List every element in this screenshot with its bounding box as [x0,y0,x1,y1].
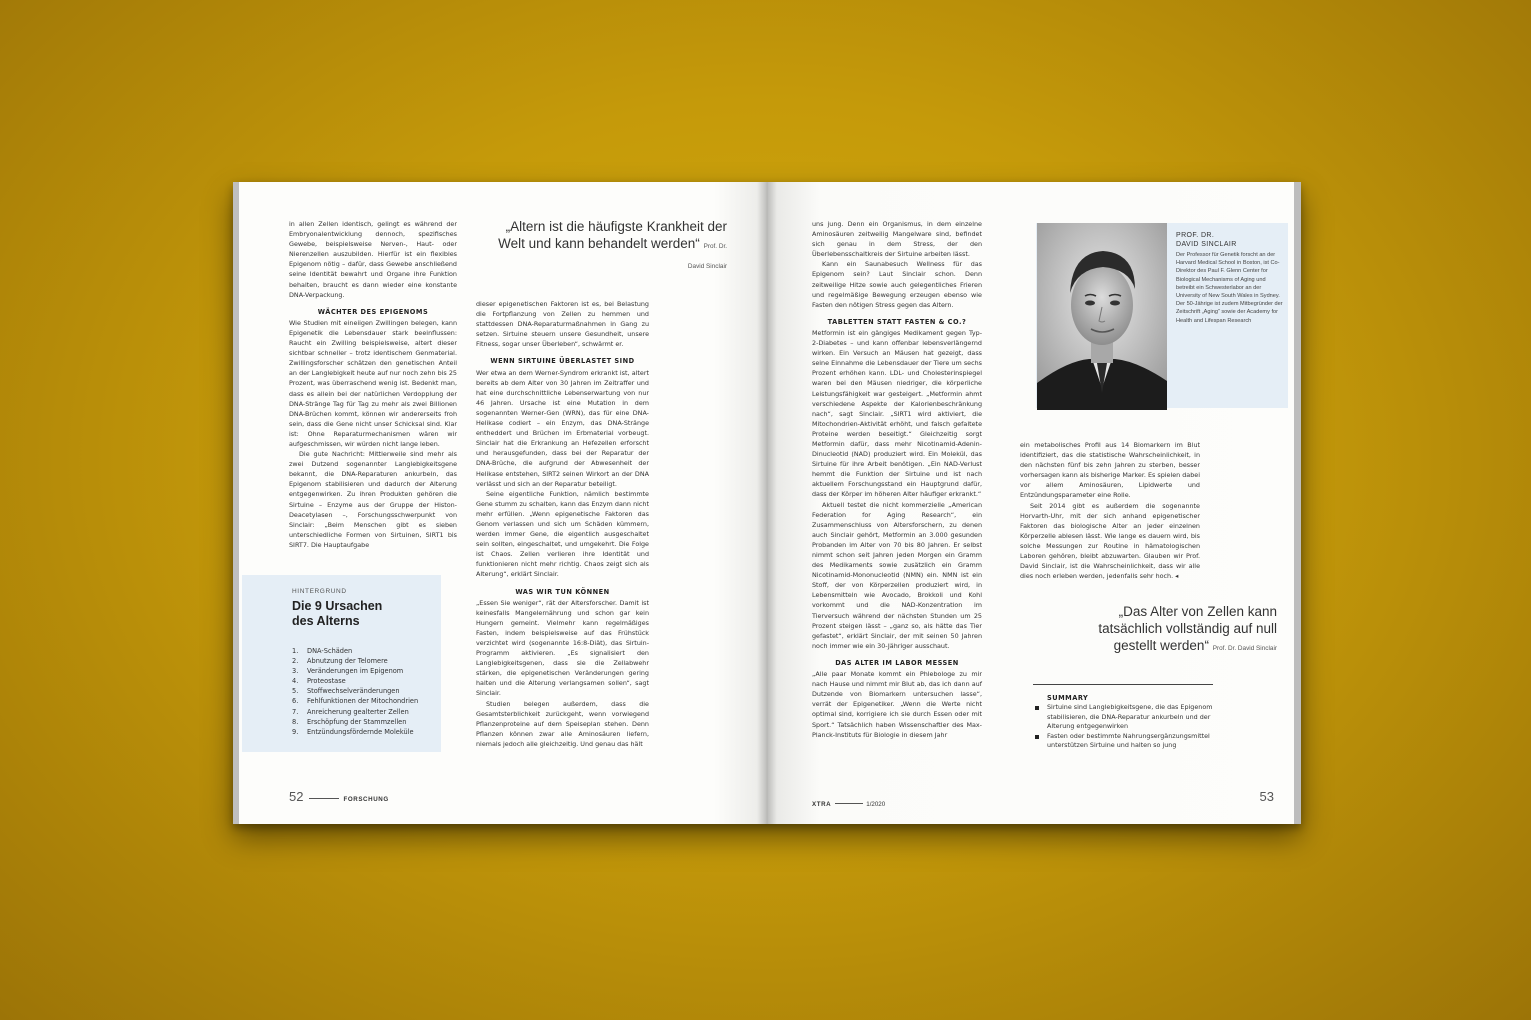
list-item-text: Entzündungsfördernde Moleküle [307,727,414,736]
pull-quote-text: „Altern ist die häufigste Krankheit der Welt und kann behandelt werden“ [498,219,727,251]
page-footer-left [289,788,389,806]
box-kicker: HINTERGRUND [292,588,347,595]
box-title [292,599,382,629]
list-item [292,717,437,727]
right-column-1 [812,219,982,740]
list-item [292,656,437,666]
left-column-2 [476,299,649,749]
summary-item-text: Sirtuine sind Langlebigkeitsgene, die das Epigenom stabilisieren, die DNA-Reparatur ankurbeln und der Alterung entgegenwirken [1047,703,1213,731]
paragraph: Studien belegen außerdem, dass die Gesamtsterblichkeit zurückgeht, wenn vorwiegend Pflanzenproteine auf dem Speiseplan stehen. Denn Pflanzen können zwar alle Aminosäuren liefern, niemals jedoch alle gleichzeitig. Und genau das hält [476,699,649,748]
list-item [292,676,437,686]
bio-name [1176,231,1284,249]
pull-quote-author: Prof. Dr. David Sinclair [1212,645,1277,652]
background-info-box [242,575,441,752]
paragraph: Metformin ist ein gängiges Medikament gegen Typ-2-Diabetes – und kann offenbar lebensverlängernd wirken. Ein Versuch an Mäusen hat gezeigt, dass seine Einnahme die Lebensdauer der Tiere um sechs Prozent erhöhen kann. LDL- und Cholesterinspiegel waren bei den Mäusen niedriger, die körperliche Leistungsfähigkeit war gesteigert. „Metformin ahmt verschiedene Aspekte der Kalorienbeschränkung nach“, sagt Sinclair. „SIRT1 wird aktiviert, die Mitochondrien-Aktivität erhöht, und falsch gefaltete Proteine werden beseitigt.“ Gleichzeitig sorgt Metformin dafür, dass mehr Nicotinamid-Adenin-Dinucleotid (NAD) produziert wird. Ein Molekül, das Sirtuine für ihre Arbeit benötigen. „Ein NAD-Verlust hemmt die Funktion der Sirtuine und ist nach aktuellem Forschungsstand ein Hauptgrund dafür, dass der Körper im höheren Alter häufiger erkrankt.“ [812,328,982,499]
open-magazine [233,182,1301,824]
list-item-number: 2. [292,657,299,666]
pull-quote [491,218,727,275]
list-item-text: Fehlfunktionen der Mitochondrien [307,697,419,706]
box-title-line: Die 9 Ursachen [292,599,383,613]
pull-quote [1057,603,1277,657]
causes-list [292,646,437,737]
author-bio-box [1036,223,1288,408]
list-item-text: Stoffwechselveränderungen [307,687,400,696]
paragraph: uns jung. Denn ein Organismus, in dem einzelne Aminosäuren zeitweilig Mangelware sind, befindet sich genau in dem Stress, der den Überlebensschaltkreis der Sirtuine arbeiten lässt. [812,220,982,259]
box-title-line: des Alterns [292,614,360,628]
paragraph: in allen Zellen identisch, gelingt es während der Embryonalentwicklung dennoch, spezifisches Gewebe, beispielsweise Nerven-, Haut- oder Nierenzellen auszubilden. Hierfür ist ein flexibles Epigenom nötig – dafür, dass Gewebe anschließend seine Identität bewahrt und Organe ihre Funktion behalten, braucht es dann wieder eine konstante DNA-Verpackung. [289,220,457,299]
paragraph: Seine eigentliche Funktion, nämlich bestimmte Gene stumm zu schalten, kann das Enzym dann nicht mehr erfüllen. „Wenn epigenetische Faktoren das Genom verlassen und sich um Schäden kümmern, werden immer Gene, die eigentlich ausgeschaltet sein sollten, eingeschaltet, und umgekehrt. Die Folge ist Chaos. Zellen verlieren ihre Identität und funktionieren nicht mehr richtig. Chaos zeigt sich als Alterung“, erklärt Sinclair. [476,489,649,579]
section-heading: WÄCHTER DES EPIGENOMS [317,307,429,316]
section-heading: WENN SIRTUINE ÜBERLASTET SIND [490,357,635,366]
paragraph: Wer etwa an dem Werner-Syndrom erkrankt ist, altert bereits ab dem Alter von 30 Jahren im Zeitraffer und hat eine durchschnittliche Lebenserwartung von nur 46 Jahren. Ursache ist eine Mutation in dem sogenannten Werner-Gen (WRN), das für eine DNA-Helikase codiert – ein Enzym, das DNA-Stränge entheddert und Brüchen im Erbmaterial vorbeugt. Sinclair hat die Erkrankung an Hefezellen erforscht und herausgefunden, dass bei der Reparatur der DNA-Brüche, die aufgrund der Abwesenheit der Helikase entstehen, SIRT2 seinen Wirkort an der DNA verlässt und sich an der Reparatur beteiligt. [476,368,649,488]
page-number-wrap [1260,788,1274,806]
list-item-number: 4. [292,677,299,686]
paragraph: Kann ein Saunabesuch Wellness für das Epigenom sein? Laut Sinclair schon. Denn zeitweilige Hitze sowie auch gelegentliches Frieren und regelmäßige Bewegung erzeugen ebenso wie Fasten den nötigen Stress gegen das Altern. [812,260,982,309]
section-heading: TABLETTEN STATT FASTEN & CO.? [827,317,967,326]
paragraph: ein metabolisches Profil aus 14 Biomarkern im Blut identifiziert, das die statistische Wahrscheinlichkeit, in den nächsten fünf bis zehn Jahren zu sterben, besser vorhersagen kann als bisherige Marker. Es spielen dabei vor allem Aminosäuren, Lipidwerte und Entzündungsparameter eine Rolle. [1020,441,1200,500]
list-item-text: Abnutzung der Telomere [307,657,388,666]
section-heading: WAS WIR TUN KÖNNEN [515,587,610,596]
bio-name-line: DAVID SINCLAIR [1176,241,1237,248]
summary-item-text: Fasten oder bestimmte Nahrungsergänzungsmittel unterstützen Sirtuine und halten so jung [1047,731,1210,750]
list-item-text: Veränderungen im Epigenom [307,667,404,676]
page-number: 53 [1259,789,1274,804]
left-page [233,182,767,824]
list-item-number: 8. [292,717,299,726]
summary-box [1033,684,1213,751]
right-column-2 [1020,440,1200,581]
list-item-text: Proteostase [307,677,346,686]
paragraph: Aktuell testet die nicht kommerzielle „American Federation for Aging Research“, ein Zusammenschluss von Altersforschern, zu denen auch Sinclair gehört, Metformin an 3.000 gesunden Probanden im Alter von 70 bis 80 Jahren. Er selbst nimmt schon seit Jahren jeden Morgen ein Gramm des Medikaments sowie zusätzlich ein Gramm Nicotinamid-Mononucleotid (NMN) ein. NMN ist ein Stoff, der von Körperzellen produziert wird, in Lebensmitteln wie Avocado, Brokkoli und Kohl vorkommt und die NAD-Konzentration im Tierversuch während der nächsten Stunden um 25 Prozent steigen lässt – „ganz so, als hätte das Tier gefastet“, erklärt Sinclair, der mit seinen 50 Jahren noch immer wie ein 30-Jähriger ausschaut. [812,500,982,650]
right-page [767,182,1301,824]
list-item [292,666,437,676]
list-item-number: 9. [292,727,299,736]
list-item-text: DNA-Schäden [307,647,353,655]
summary-item [1033,732,1213,751]
list-item-number: 1. [292,647,299,655]
issue-number: 1/2020 [866,801,886,808]
list-item [292,696,437,706]
list-item-number: 3. [292,667,299,676]
summary-list [1033,703,1213,751]
paragraph: „Alle paar Monate kommt ein Phlebologe zu mir nach Hause und nimmt mir Blut ab, das ich dann auf Dutzende von Biomarkern untersuchen lasse“, verrät der Epigenetiker. „Wenn die Werte nicht optimal sind, korrigiere ich sie durch Essen oder mit Sport.“ Tatsächlich haben Wissenschaftler des Max-Planck-Instituts für Biologie in diesem Jahr [812,670,982,739]
page-footer-right [812,793,885,811]
bullet-icon [1035,735,1039,739]
bullet-icon [1035,706,1039,710]
pull-quote-text: „Das Alter von Zellen kann tatsächlich vollständig auf null gestellt werden“ [1098,604,1277,653]
bio-text-block [1176,231,1284,325]
spine-shadow [757,182,777,824]
list-item [292,707,437,717]
list-item-number: 7. [292,707,299,716]
pull-quote-author: Prof. Dr. David Sinclair [687,243,727,270]
paragraph: dieser epigenetischen Faktoren ist es, bei Belastung die Fortpflanzung von Zellen zu hemmen und stattdessen DNA-Reparaturmaßnahmen in Gang zu setzen. Sirtuine steuern unsere Gesundheit, unsere Fitness, sogar unser Überleben“, schwärmt er. [476,300,649,349]
list-item-text: Erschöpfung der Stammzellen [307,717,407,726]
summary-heading: SUMMARY [1047,694,1089,702]
page-number: 52 [289,789,304,804]
list-item [292,646,437,656]
portrait-illustration [1037,223,1167,410]
paragraph: Wie Studien mit eineiigen Zwillingen belegen, kann Epigenetik die Lebensdauer stark beeinflussen: Raucht ein Zwilling beispielsweise, altert dieser sichtbar schneller – trotz identischem Genmaterial. Zwillingsforscher schätzen den genetischen Anteil an der Langlebigkeit heute auf nur noch zehn bis 25 Prozent, was überraschend wenig ist. Bedenkt man, dass es allein bei der natürlichen Verdopplung der DNA-Stränge Tag für Tag zu mehr als zwei Billionen DNA-Brüchen kommt, können wir andererseits froh sein, dass die Gene nicht unser Schicksal sind. Klar ist: Ohne Reparaturmechanismen wären wir aufgeschmissen, wir würden nicht lange leben. [289,318,457,448]
magazine-brand: XTRA [812,801,832,808]
list-item [292,727,437,737]
list-item-number: 5. [292,687,299,696]
left-column-1 [289,219,457,550]
summary-item [1033,703,1213,732]
section-name: FORSCHUNG [343,796,389,803]
paragraph: Die gute Nachricht: Mittlerweile sind mehr als zwei Dutzend sogenannter Langlebigkeitsgene bekannt, die DNA-Reparaturen ankurbeln, das Epigenom stabilisieren und dadurch der Alterung entgegenwirken. Zu ihren Produkten gehören die Sirtuine – Enzyme aus der Gruppe der Histon-Deacetylasen –, Forschungsschwerpunkt von Sinclair: „Beim Menschen gibt es sieben unterschiedliche Formen von Sirtuinen, SIRT1 bis SIRT7. Die Hauptaufgabe [289,450,457,549]
list-item-number: 6. [292,697,299,706]
paragraph: „Essen Sie weniger“, rät der Altersforscher. Damit ist keinesfalls Mangelernährung und schon gar kein Hungern gemeint. Vielmehr kann regelmäßiges Fasten, indem beispielsweise auf das Frühstück verzichtet wird (sogenannte 16:8-Diät), das Sirtuin-Programm aktivieren. „Es signalisiert den Langlebigkeitsgenen, dass sie die Zellabwehr stärken, die epigenetischen Veränderungen gering halten und die Alterung verlangsamen sollen“, sagt Sinclair. [476,598,649,698]
bio-description: Der Professor für Genetik forscht an der Harvard Medical School in Boston, ist Co-Direktor des Paul F. Glenn Center for Biological Mechanisms of Aging und betreibt ein Schwesterlabor an der University of New South Wales in Sydney. Der 50-Jährige ist zudem Mitbegründer der Zeitschrift „Aging“ sowie der Academy for Health and Lifespan Research [1176,252,1283,324]
bio-name-line: PROF. DR. [1176,232,1215,239]
paragraph: Seit 2014 gibt es außerdem die sogenannte Horvarth-Uhr, mit der sich anhand epigenetischer Faktoren das biologische Alter an jeder einzelnen Körperzelle ablesen lässt. Wie lange es dauern wird, bis solche Messungen zur Routine in hämatologischen Laboren gehören, bleibt abzuwarten. Glauben wir Prof. David Sinclair, ist die Wahrscheinlichkeit, dass wir alle dies noch erleben werden, jedenfalls sehr hoch. ◂ [1020,501,1200,581]
list-item [292,686,437,696]
section-heading: DAS ALTER IM LABOR MESSEN [835,658,959,667]
portrait-photo [1037,223,1167,410]
list-item-text: Anreicherung gealterter Zellen [307,707,409,716]
